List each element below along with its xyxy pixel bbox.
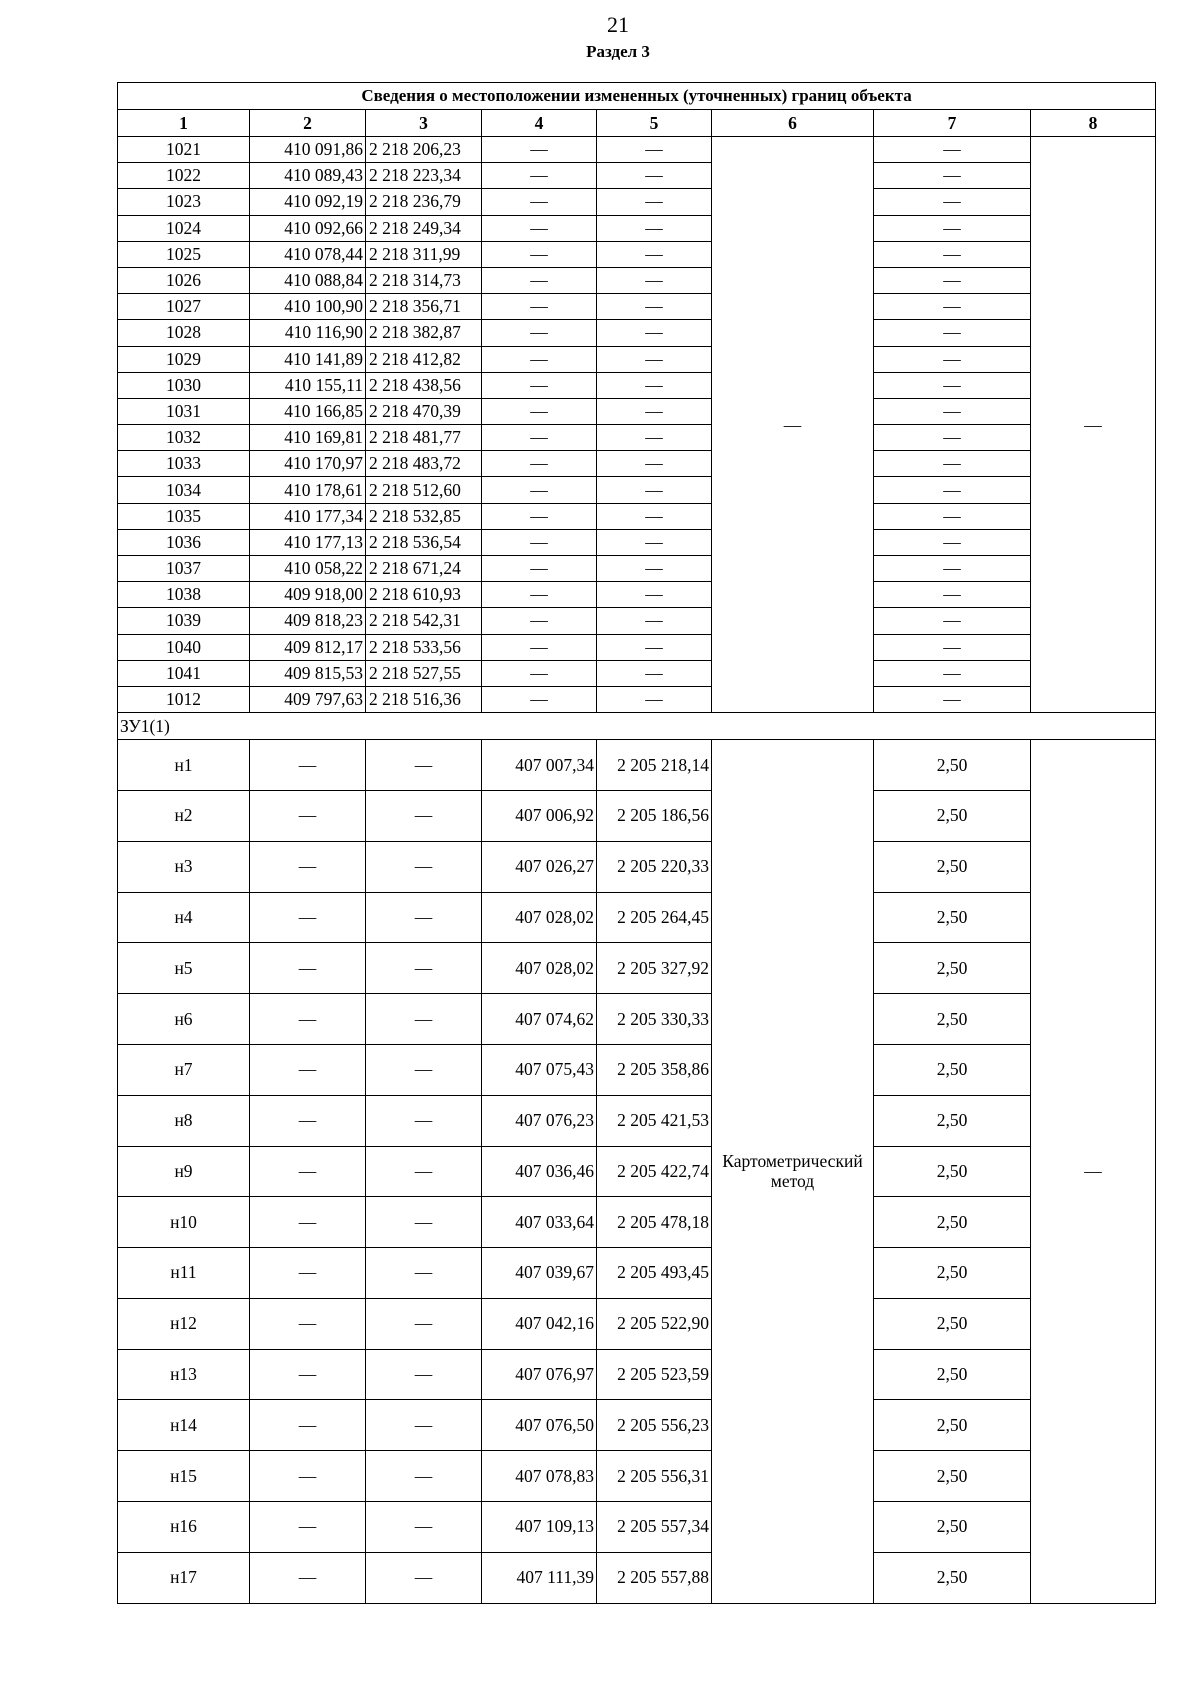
point-number-cell: н15 — [118, 1451, 250, 1502]
existing-y-cell: — — [366, 892, 482, 943]
point-number-cell: н12 — [118, 1298, 250, 1349]
point-number-cell: н9 — [118, 1146, 250, 1197]
point-number-cell: 1025 — [118, 241, 250, 267]
point-number-cell: н11 — [118, 1248, 250, 1299]
new-y-cell: — — [597, 556, 712, 582]
table-row — [118, 320, 1156, 346]
existing-y-cell: 2 218 481,77 — [366, 425, 482, 451]
existing-y-cell: 2 218 438,56 — [366, 372, 482, 398]
point-number-cell: 1041 — [118, 660, 250, 686]
existing-x-cell: 410 141,89 — [250, 346, 366, 372]
new-x-cell: 407 028,02 — [482, 943, 597, 994]
existing-x-cell: — — [250, 1400, 366, 1451]
new-y-cell: 2 205 556,31 — [597, 1451, 712, 1502]
new-y-cell: — — [597, 215, 712, 241]
table-row — [118, 892, 1156, 943]
table-row — [118, 582, 1156, 608]
existing-x-cell: 409 918,00 — [250, 582, 366, 608]
new-y-cell: — — [597, 163, 712, 189]
existing-y-cell: — — [366, 1146, 482, 1197]
existing-y-cell: 2 218 527,55 — [366, 660, 482, 686]
table-row — [118, 686, 1156, 712]
accuracy-cell: 2,50 — [874, 943, 1031, 994]
accuracy-cell: 2,50 — [874, 1298, 1031, 1349]
new-y-cell: 2 205 218,14 — [597, 740, 712, 791]
accuracy-cell: — — [874, 425, 1031, 451]
column-number: 6 — [712, 110, 874, 137]
new-x-cell: — — [482, 294, 597, 320]
table-row — [118, 451, 1156, 477]
group-label: ЗУ1(1) — [118, 713, 1156, 740]
accuracy-cell: 2,50 — [874, 1502, 1031, 1553]
existing-y-cell: 2 218 516,36 — [366, 686, 482, 712]
accuracy-cell: — — [874, 608, 1031, 634]
table-row — [118, 241, 1156, 267]
new-x-cell: 407 042,16 — [482, 1298, 597, 1349]
existing-x-cell: — — [250, 1095, 366, 1146]
table-row — [118, 503, 1156, 529]
new-x-cell: 407 039,67 — [482, 1248, 597, 1299]
point-number-cell: 1023 — [118, 189, 250, 215]
new-x-cell: 407 006,92 — [482, 790, 597, 841]
table-row — [118, 994, 1156, 1045]
new-y-cell: 2 205 557,88 — [597, 1552, 712, 1603]
accuracy-cell: 2,50 — [874, 1552, 1031, 1603]
existing-x-cell: — — [250, 1502, 366, 1553]
accuracy-cell: — — [874, 686, 1031, 712]
new-x-cell: — — [482, 477, 597, 503]
new-y-cell: — — [597, 320, 712, 346]
new-x-cell: — — [482, 686, 597, 712]
new-y-cell: — — [597, 582, 712, 608]
new-x-cell: 407 028,02 — [482, 892, 597, 943]
new-y-cell: — — [597, 686, 712, 712]
new-x-cell: — — [482, 189, 597, 215]
existing-x-cell: 410 155,11 — [250, 372, 366, 398]
section-title: Раздел 3 — [586, 42, 650, 61]
accuracy-cell: — — [874, 634, 1031, 660]
point-number-cell: 1037 — [118, 556, 250, 582]
existing-x-cell: 410 078,44 — [250, 241, 366, 267]
existing-x-cell: 410 169,81 — [250, 425, 366, 451]
existing-y-cell: 2 218 671,24 — [366, 556, 482, 582]
existing-x-cell: — — [250, 841, 366, 892]
existing-x-cell: — — [250, 1197, 366, 1248]
accuracy-cell: 2,50 — [874, 994, 1031, 1045]
existing-y-cell: 2 218 206,23 — [366, 137, 482, 163]
point-number-cell: 1036 — [118, 529, 250, 555]
existing-y-cell: 2 218 356,71 — [366, 294, 482, 320]
new-y-cell: 2 205 523,59 — [597, 1349, 712, 1400]
existing-y-cell: — — [366, 1044, 482, 1095]
accuracy-cell: 2,50 — [874, 1400, 1031, 1451]
new-x-cell: — — [482, 582, 597, 608]
new-x-cell: — — [482, 163, 597, 189]
point-number-cell: 1030 — [118, 372, 250, 398]
accuracy-cell: — — [874, 163, 1031, 189]
new-x-cell: — — [482, 320, 597, 346]
new-x-cell: — — [482, 556, 597, 582]
new-y-cell: — — [597, 425, 712, 451]
table-row — [118, 189, 1156, 215]
new-x-cell: 407 111,39 — [482, 1552, 597, 1603]
accuracy-cell: — — [874, 451, 1031, 477]
new-x-cell: — — [482, 503, 597, 529]
existing-y-cell: 2 218 512,60 — [366, 477, 482, 503]
table-row — [118, 608, 1156, 634]
accuracy-cell: — — [874, 372, 1031, 398]
accuracy-cell: 2,50 — [874, 1146, 1031, 1197]
new-y-cell: 2 205 327,92 — [597, 943, 712, 994]
point-number-cell: 1022 — [118, 163, 250, 189]
existing-x-cell: — — [250, 1349, 366, 1400]
column-number: 1 — [118, 110, 250, 137]
new-x-cell: — — [482, 451, 597, 477]
column-number: 5 — [597, 110, 712, 137]
existing-y-cell: — — [366, 1298, 482, 1349]
new-y-cell: — — [597, 529, 712, 555]
existing-x-cell: — — [250, 1248, 366, 1299]
point-number-cell: н7 — [118, 1044, 250, 1095]
existing-x-cell: 410 089,43 — [250, 163, 366, 189]
new-x-cell: — — [482, 660, 597, 686]
existing-y-cell: — — [366, 1197, 482, 1248]
accuracy-cell: 2,50 — [874, 1197, 1031, 1248]
existing-x-cell: 410 177,13 — [250, 529, 366, 555]
method-cell: — — [712, 137, 874, 713]
table-row — [118, 1451, 1156, 1502]
new-y-cell: — — [597, 241, 712, 267]
table-row — [118, 294, 1156, 320]
table-row — [118, 740, 1156, 791]
table-row — [118, 477, 1156, 503]
table-row — [118, 215, 1156, 241]
new-y-cell: — — [597, 189, 712, 215]
new-y-cell: 2 205 358,86 — [597, 1044, 712, 1095]
new-y-cell: 2 205 422,74 — [597, 1146, 712, 1197]
point-number-cell: 1026 — [118, 267, 250, 293]
existing-y-cell: — — [366, 1552, 482, 1603]
table-row — [118, 372, 1156, 398]
existing-x-cell: 410 178,61 — [250, 477, 366, 503]
table-row — [118, 660, 1156, 686]
existing-y-cell: 2 218 223,34 — [366, 163, 482, 189]
existing-y-cell: 2 218 610,93 — [366, 582, 482, 608]
new-y-cell: 2 205 557,34 — [597, 1502, 712, 1553]
point-number-cell: н10 — [118, 1197, 250, 1248]
accuracy-cell: — — [874, 267, 1031, 293]
existing-x-cell: 410 166,85 — [250, 398, 366, 424]
table-body — [118, 83, 1156, 1604]
existing-x-cell: 410 116,90 — [250, 320, 366, 346]
existing-y-cell: 2 218 382,87 — [366, 320, 482, 346]
accuracy-cell: — — [874, 320, 1031, 346]
new-y-cell: 2 205 186,56 — [597, 790, 712, 841]
table-row — [118, 943, 1156, 994]
new-y-cell: — — [597, 477, 712, 503]
existing-y-cell: 2 218 412,82 — [366, 346, 482, 372]
new-x-cell: — — [482, 372, 597, 398]
table-row — [118, 1095, 1156, 1146]
table-row — [118, 1400, 1156, 1451]
new-x-cell: 407 076,23 — [482, 1095, 597, 1146]
new-x-cell: 407 074,62 — [482, 994, 597, 1045]
existing-x-cell: 410 088,84 — [250, 267, 366, 293]
new-y-cell: 2 205 478,18 — [597, 1197, 712, 1248]
existing-y-cell: 2 218 249,34 — [366, 215, 482, 241]
description-cell: — — [1031, 137, 1156, 713]
group-row — [118, 713, 1156, 740]
existing-x-cell: 410 092,19 — [250, 189, 366, 215]
existing-x-cell: 410 177,34 — [250, 503, 366, 529]
existing-y-cell: — — [366, 740, 482, 791]
point-number-cell: н13 — [118, 1349, 250, 1400]
existing-x-cell: — — [250, 1146, 366, 1197]
accuracy-cell: — — [874, 189, 1031, 215]
existing-x-cell: 410 058,22 — [250, 556, 366, 582]
table-row — [118, 137, 1156, 163]
point-number-cell: 1029 — [118, 346, 250, 372]
new-x-cell: 407 007,34 — [482, 740, 597, 791]
table-caption-row — [118, 83, 1156, 110]
accuracy-cell: — — [874, 503, 1031, 529]
point-number-cell: 1034 — [118, 477, 250, 503]
point-number-cell: н17 — [118, 1552, 250, 1603]
point-number-cell: н2 — [118, 790, 250, 841]
table-row — [118, 841, 1156, 892]
accuracy-cell: 2,50 — [874, 892, 1031, 943]
accuracy-cell: — — [874, 477, 1031, 503]
table-row — [118, 556, 1156, 582]
new-x-cell: — — [482, 267, 597, 293]
point-number-cell: н3 — [118, 841, 250, 892]
column-number: 8 — [1031, 110, 1156, 137]
existing-y-cell: — — [366, 1451, 482, 1502]
new-y-cell: — — [597, 451, 712, 477]
existing-x-cell: — — [250, 740, 366, 791]
table-row — [118, 1044, 1156, 1095]
point-number-cell: 1031 — [118, 398, 250, 424]
new-y-cell: — — [597, 137, 712, 163]
accuracy-cell: — — [874, 346, 1031, 372]
existing-y-cell: — — [366, 1248, 482, 1299]
table-row — [118, 1197, 1156, 1248]
new-x-cell: — — [482, 529, 597, 555]
point-number-cell: 1038 — [118, 582, 250, 608]
new-y-cell: — — [597, 503, 712, 529]
point-number-cell: н8 — [118, 1095, 250, 1146]
accuracy-cell: — — [874, 215, 1031, 241]
new-y-cell: — — [597, 294, 712, 320]
table-row — [118, 1349, 1156, 1400]
existing-y-cell: 2 218 470,39 — [366, 398, 482, 424]
table-row — [118, 1248, 1156, 1299]
new-y-cell: — — [597, 372, 712, 398]
existing-x-cell: — — [250, 790, 366, 841]
new-y-cell: — — [597, 346, 712, 372]
new-y-cell: 2 205 330,33 — [597, 994, 712, 1045]
accuracy-cell: — — [874, 294, 1031, 320]
point-number-cell: н5 — [118, 943, 250, 994]
existing-x-cell: 410 170,97 — [250, 451, 366, 477]
new-x-cell: 407 078,83 — [482, 1451, 597, 1502]
new-x-cell: 407 109,13 — [482, 1502, 597, 1553]
existing-x-cell: 410 100,90 — [250, 294, 366, 320]
accuracy-cell: — — [874, 660, 1031, 686]
existing-y-cell: 2 218 483,72 — [366, 451, 482, 477]
new-x-cell: — — [482, 425, 597, 451]
accuracy-cell: — — [874, 556, 1031, 582]
new-y-cell: 2 205 556,23 — [597, 1400, 712, 1451]
new-y-cell: 2 205 421,53 — [597, 1095, 712, 1146]
point-number-cell: 1032 — [118, 425, 250, 451]
existing-y-cell: 2 218 532,85 — [366, 503, 482, 529]
point-number-cell: 1027 — [118, 294, 250, 320]
existing-x-cell: 409 797,63 — [250, 686, 366, 712]
point-number-cell: 1035 — [118, 503, 250, 529]
new-y-cell: — — [597, 634, 712, 660]
accuracy-cell: — — [874, 137, 1031, 163]
table-row — [118, 529, 1156, 555]
existing-x-cell: 410 091,86 — [250, 137, 366, 163]
existing-y-cell: — — [366, 1502, 482, 1553]
boundary-table — [117, 82, 1156, 1604]
point-number-cell: 1021 — [118, 137, 250, 163]
column-number: 7 — [874, 110, 1031, 137]
new-y-cell: — — [597, 608, 712, 634]
existing-x-cell: 409 812,17 — [250, 634, 366, 660]
table-row — [118, 790, 1156, 841]
accuracy-cell: — — [874, 241, 1031, 267]
new-y-cell: — — [597, 660, 712, 686]
table-row — [118, 1552, 1156, 1603]
existing-y-cell: 2 218 236,79 — [366, 189, 482, 215]
new-y-cell: 2 205 493,45 — [597, 1248, 712, 1299]
new-x-cell: — — [482, 241, 597, 267]
accuracy-cell: 2,50 — [874, 1044, 1031, 1095]
page-number: 21 — [607, 12, 629, 37]
point-number-cell: н16 — [118, 1502, 250, 1553]
method-cell: Картометрический метод — [712, 740, 874, 1604]
point-number-cell: 1028 — [118, 320, 250, 346]
table-row — [118, 398, 1156, 424]
existing-x-cell: — — [250, 1451, 366, 1502]
new-y-cell: 2 205 522,90 — [597, 1298, 712, 1349]
point-number-cell: н1 — [118, 740, 250, 791]
new-x-cell: 407 026,27 — [482, 841, 597, 892]
accuracy-cell: — — [874, 582, 1031, 608]
description-cell: — — [1031, 740, 1156, 1604]
existing-y-cell: — — [366, 1349, 482, 1400]
existing-y-cell: — — [366, 841, 482, 892]
new-x-cell: — — [482, 346, 597, 372]
existing-y-cell: — — [366, 943, 482, 994]
table-row — [118, 634, 1156, 660]
accuracy-cell: 2,50 — [874, 1349, 1031, 1400]
point-number-cell: 1012 — [118, 686, 250, 712]
point-number-cell: н4 — [118, 892, 250, 943]
accuracy-cell: 2,50 — [874, 740, 1031, 791]
new-x-cell: — — [482, 634, 597, 660]
accuracy-cell: 2,50 — [874, 841, 1031, 892]
table-row — [118, 1298, 1156, 1349]
new-x-cell: 407 076,97 — [482, 1349, 597, 1400]
existing-x-cell: — — [250, 1298, 366, 1349]
accuracy-cell: 2,50 — [874, 1248, 1031, 1299]
column-number-row — [118, 110, 1156, 137]
existing-x-cell: — — [250, 1552, 366, 1603]
accuracy-cell: 2,50 — [874, 1451, 1031, 1502]
new-y-cell: — — [597, 267, 712, 293]
existing-x-cell: 409 818,23 — [250, 608, 366, 634]
point-number-cell: 1039 — [118, 608, 250, 634]
existing-x-cell: 409 815,53 — [250, 660, 366, 686]
existing-y-cell: — — [366, 994, 482, 1045]
existing-y-cell: 2 218 533,56 — [366, 634, 482, 660]
existing-y-cell: 2 218 314,73 — [366, 267, 482, 293]
existing-x-cell: — — [250, 943, 366, 994]
column-number: 2 — [250, 110, 366, 137]
table-row — [118, 346, 1156, 372]
point-number-cell: н14 — [118, 1400, 250, 1451]
existing-x-cell: 410 092,66 — [250, 215, 366, 241]
existing-y-cell: — — [366, 1095, 482, 1146]
accuracy-cell: 2,50 — [874, 1095, 1031, 1146]
existing-y-cell: — — [366, 1400, 482, 1451]
table-caption: Сведения о местоположении измененных (уточненных) границ объекта — [118, 83, 1156, 110]
table-row — [118, 267, 1156, 293]
existing-x-cell: — — [250, 1044, 366, 1095]
existing-y-cell: — — [366, 790, 482, 841]
accuracy-cell: — — [874, 398, 1031, 424]
table-row — [118, 425, 1156, 451]
existing-y-cell: 2 218 311,99 — [366, 241, 482, 267]
new-x-cell: — — [482, 398, 597, 424]
column-number: 3 — [366, 110, 482, 137]
table-row — [118, 1146, 1156, 1197]
point-number-cell: 1024 — [118, 215, 250, 241]
new-y-cell: 2 205 264,45 — [597, 892, 712, 943]
accuracy-cell: 2,50 — [874, 790, 1031, 841]
existing-x-cell: — — [250, 892, 366, 943]
new-x-cell: — — [482, 215, 597, 241]
existing-y-cell: 2 218 536,54 — [366, 529, 482, 555]
point-number-cell: н6 — [118, 994, 250, 1045]
table-row — [118, 1502, 1156, 1553]
column-number: 4 — [482, 110, 597, 137]
existing-x-cell: — — [250, 994, 366, 1045]
accuracy-cell: — — [874, 529, 1031, 555]
table-row — [118, 163, 1156, 189]
new-x-cell: 407 076,50 — [482, 1400, 597, 1451]
point-number-cell: 1033 — [118, 451, 250, 477]
new-y-cell: 2 205 220,33 — [597, 841, 712, 892]
point-number-cell: 1040 — [118, 634, 250, 660]
new-x-cell: 407 075,43 — [482, 1044, 597, 1095]
new-x-cell: — — [482, 608, 597, 634]
existing-y-cell: 2 218 542,31 — [366, 608, 482, 634]
new-x-cell: — — [482, 137, 597, 163]
new-x-cell: 407 033,64 — [482, 1197, 597, 1248]
new-y-cell: — — [597, 398, 712, 424]
new-x-cell: 407 036,46 — [482, 1146, 597, 1197]
